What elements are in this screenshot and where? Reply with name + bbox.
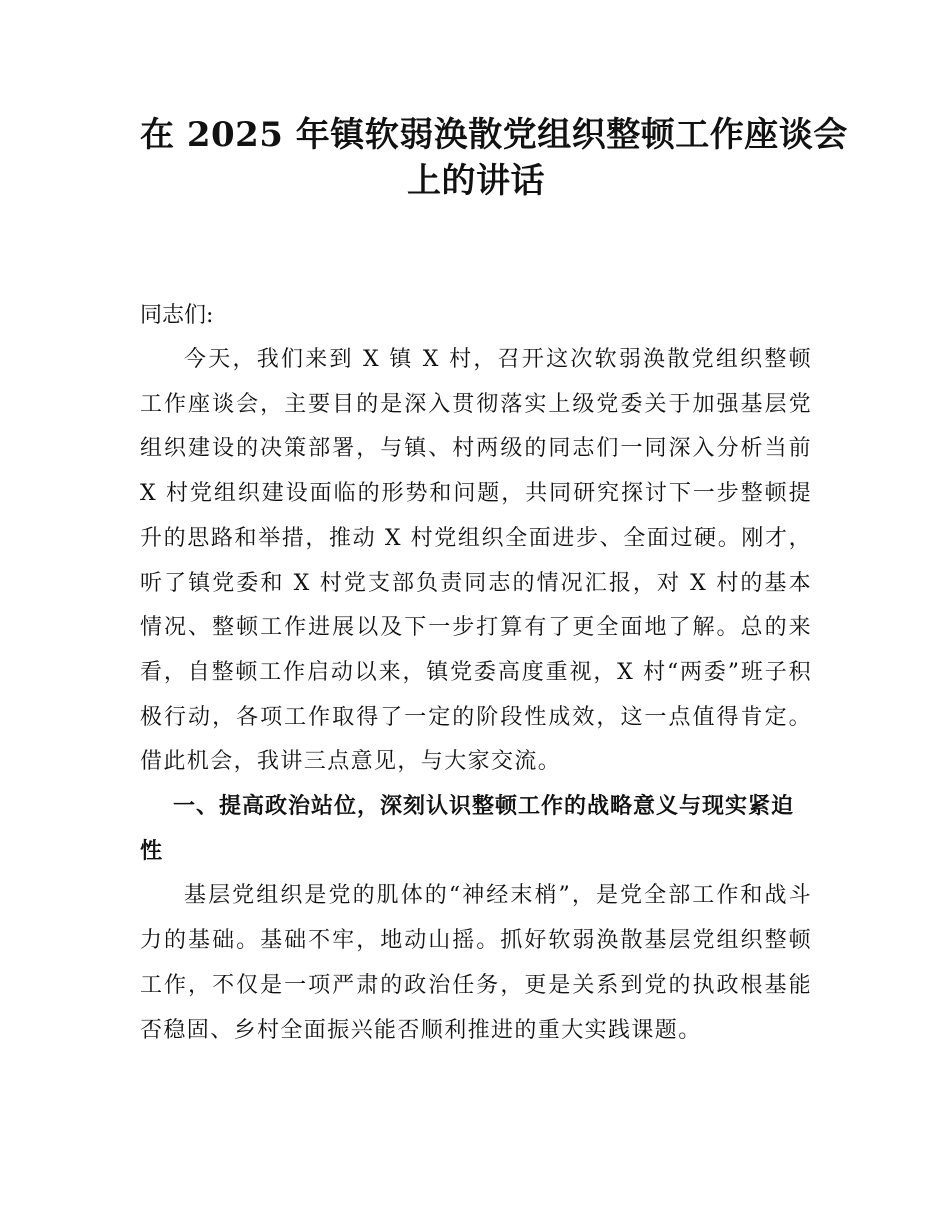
- title-line-2: 上的讲话: [407, 161, 545, 201]
- document-title: [140, 112, 848, 204]
- paragraph-intro: 今天，我们来到 X 镇 X 村，召开这次软弱涣散党组织整顿工作座谈会，主要目的是深入贯彻落实上级党委关于加强基层党组织建设的决策部署，与镇、村两级的同志们一同深入分析当前 X 村党组织建设面临的形势和问题，共同研究探讨下一步整顿提升的思路和举措，推动 X 村党组织全面进步、全面过硬。刚才，听了镇党委和 X 村党支部负责同志的情况汇报，对 X 村的基本情况、整顿工作进展以及下一步打算有了更全面地了解。总的来看，自整顿工作启动以来，镇党委高度重视，X 村“两委”班子积极行动，各项工作取得了一定的阶段性成效，这一点值得肯定。借此机会，我讲三点意见，与大家交流。: [140, 347, 812, 775]
- document-body: [140, 112, 848, 1053]
- title-line-1: 在 2025 年镇软弱涣散党组织整顿工作座谈会: [140, 115, 848, 155]
- salutation: 同志们:: [140, 303, 214, 328]
- paragraph-section-1: 基层党组织是党的肌体的“神经末梢”，是党全部工作和战斗力的基础。基础不牢，地动山摇。抓好软弱涣散基层党组织整顿工作，不仅是一项严肃的政治任务，更是关系到党的执政根基能否稳固、乡村全面振兴能否顺利推进的重大实践课题。: [140, 883, 812, 1043]
- section-heading-1: 一、提高政治站位，深刻认识整顿工作的战略意义与现实紧迫性: [140, 794, 795, 864]
